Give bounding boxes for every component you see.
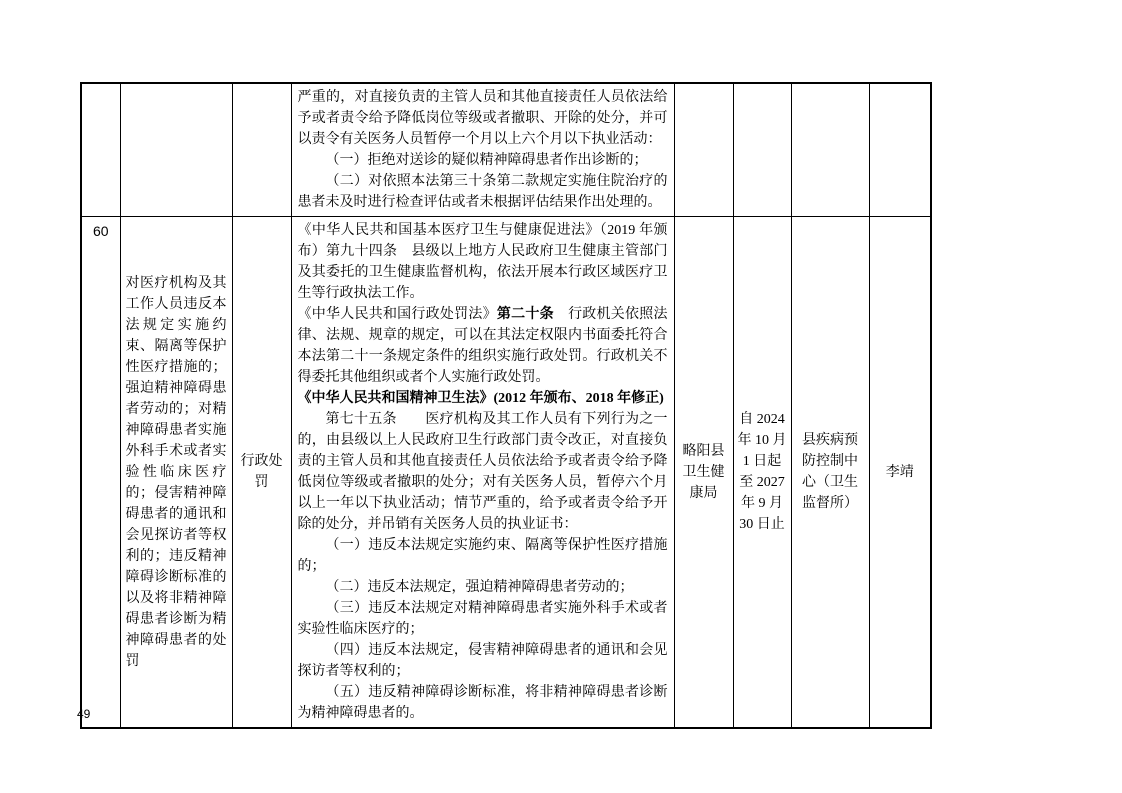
continuation-authority-cell [674,83,733,217]
article-75-item-1: （一）违反本法规定实施约束、隔离等保护性医疗措施的； [297,538,668,574]
legal-basis-law3-title: 《中华人民共和国精神卫生法》(2012 年颁布、2018 年修正) [297,391,664,406]
violation-description: 对医疗机构及其工作人员违反本法规定实施约束、隔离等保护性医疗措施的；强迫精神障碍患者劳动的；对精神障碍患者实施外科手术或者实验性临床医疗的；侵害精神障碍患者的通讯和会见探访者等权利的；违反精神障碍诊断标准的以及将非精神障碍患者诊断为精神障碍患者的处罚 [120,217,232,729]
article-75-item-2: （二）违反本法规定，强迫精神障碍患者劳动的； [325,580,634,595]
continuation-period-cell [733,83,791,217]
continuation-person-cell [869,83,931,217]
continuation-legal-text-cell [291,83,674,217]
law2-body: 行政机关依照法律、法规、规章的规定，可以在其法定权限内书面委托符合本法第二十一条规定条件的组织实施行政处罚。行政机关不得委托其他组织或者个人实施行政处罚。 [297,307,668,385]
article-75-item-4: （四）违反本法规定，侵害精神障碍患者的通讯和会见探访者等权利的； [297,643,668,679]
enforcement-authority: 略阳县卫生健康局 [674,217,733,729]
regulation-table [80,82,932,729]
responsible-person: 李靖 [869,217,931,729]
article-75: 第七十五条 医疗机构及其工作人员有下列行为之一的，由县级以上人民政府卫生行政部门责令改正，对直接负责的主管人员和其他直接责任人员依法给予或者责令给予降低岗位等级或者撤职的处分；对有关医务人员，暂停六个月以上一年以下执业活动；情节严重的，给予或者责令给予开除的处分，并吊销有关医务人员的执业证书： [297,412,668,532]
continuation-violation-cell [120,83,232,217]
continuation-agency-cell [791,83,869,217]
law2-title: 《中华人民共和国行政处罚法》 [297,307,497,322]
legal-basis-cell [291,217,674,729]
row-60 [81,217,931,729]
law2-article: 第二十条 [496,307,554,322]
continuation-item-2: （二）对依照本法第三十条第二款规定实施住院治疗的患者未及时进行检查评估或者未根据评估结果作出处理的。 [297,174,668,210]
continuation-paragraph: 严重的，对直接负责的主管人员和其他直接责任人员依法给予或者责令给予降低岗位等级或者撤职、开除的处分，并可以责令有关医务人员暂停一个月以上六个月以下执业活动： [297,90,668,147]
continuation-row [81,83,931,217]
continuation-item-1: （一）拒绝对送诊的疑似精神障碍患者作出诊断的； [325,153,648,168]
page-number: 49 [77,707,91,721]
enforcement-period: 自 2024 年 10 月 1 日起至 2027 年 9 月 30 日止 [733,217,791,729]
implementing-agency: 县疾病预防控制中心（卫生监督所） [791,217,869,729]
legal-basis-law2 [298,304,668,388]
penalty-type: 行政处罚 [232,217,291,729]
article-75-item-5: （五）违反精神障碍诊断标准，将非精神障碍患者诊断为精神障碍患者的。 [297,685,668,721]
article-75-item-3: （三）违反本法规定对精神障碍患者实施外科手术或者实验性临床医疗的； [297,601,668,637]
continuation-penalty-cell [232,83,291,217]
legal-basis-law1: 《中华人民共和国基本医疗卫生与健康促进法》（2019 年颁布）第九十四条 县级以上地方人民政府卫生健康主管部门及其委托的卫生健康监督机构，依法开展本行政区域医疗卫生等行政执法工作。 [297,223,668,301]
row-index: 60 [81,217,120,729]
continuation-index-cell [81,83,120,217]
